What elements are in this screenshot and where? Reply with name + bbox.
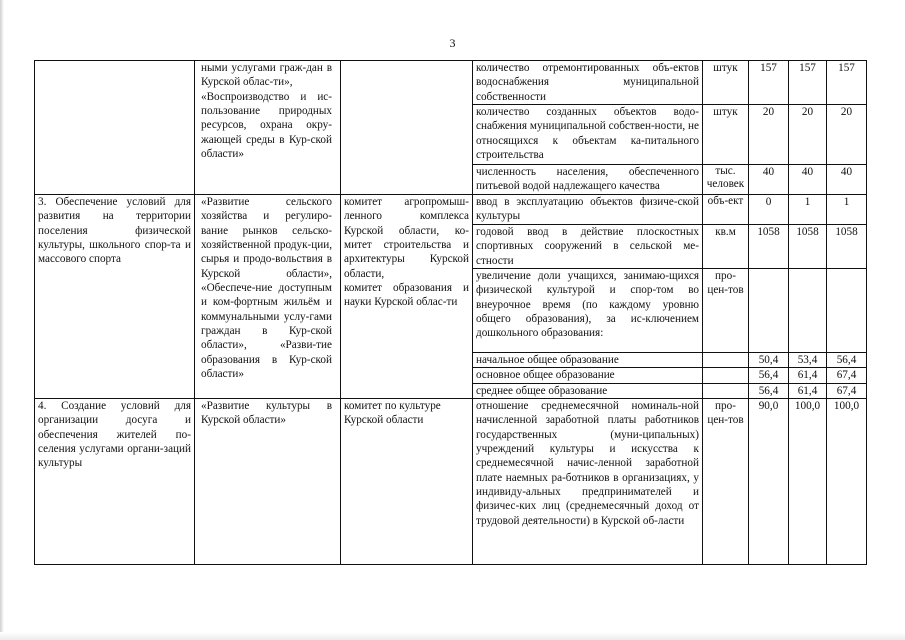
indicator-value: 67,4 [827,368,867,383]
program-table [34,60,867,565]
indicator-value: 40 [749,165,789,195]
indicator-value: 50,4 [749,353,789,368]
indicator-value: 90,0 [749,398,789,564]
indicator-value: 53,4 [789,353,827,368]
indicator-value: 1058 [789,225,827,269]
indicator-value: 157 [827,61,867,105]
indicator-value: 100,0 [789,398,827,564]
indicator-name: увеличение доли учащихся, занимаю-щихся физической культурой и спор-том во внеурочное время (по каждому уровню общего образования), за ис-ключением дошкольного образования: [473,269,703,353]
indicator-value: 56,4 [749,383,789,398]
program-cell: ными услугами граж-дан в Курской облас-ти», «Воспроизводство и ис-пользование природных ресурсов, охрана окру-жающей среды в Кур-ской области» [195,61,341,195]
indicator-unit: штук [703,61,749,105]
indicator-unit: про-цен-тов [703,269,749,353]
indicator-name: ввод в эксплуатацию объектов физиче-ской культуры [473,195,703,225]
table-row [35,195,867,225]
indicator-name: численность населения, обеспеченного питьевой водой надлежащего качества [473,165,703,195]
indicator-value: 20 [749,105,789,165]
indicator-value: 20 [789,105,827,165]
indicator-name: количество отремонтированных объ-ектов водоснабжения муниципальной собственности [473,61,703,105]
indicator-value: 67,4 [827,383,867,398]
indicator-value: 40 [789,165,827,195]
executor-cell: комитет по культуре Курской области [341,398,473,564]
indicator-name: основное общее образование [473,368,703,383]
indicator-value: 157 [789,61,827,105]
indicator-unit: про-цен-тов [703,398,749,564]
indicator-value: 100,0 [827,398,867,564]
indicator-name: отношение среднемесячной номиналь-ной начисленной заработной платы работников государственных (муни-ципальных) учреждений культуры и искусства к среднемесячной начис-ленной заработной плате наемных ра-ботников в организациях, у индивиду-альных предпринимателей и физичес-ких лиц (среднемесячный доход от трудовой деятельности) в Курской об-ласти [473,398,703,564]
indicator-unit: тыс. человек [703,165,749,195]
indicator-value: 1058 [749,225,789,269]
indicator-unit: объ-ект [703,195,749,225]
indicator-value [827,269,867,353]
indicator-value: 56,4 [749,368,789,383]
task-cell [35,61,195,195]
page-number: 3 [449,36,456,50]
indicator-value [789,269,827,353]
indicator-unit [703,368,749,383]
executor-cell [341,61,473,195]
program-cell: «Развитие сельского хозяйства и регулиро-вание рынков сельско-хозяйственной продук-ции, сырья и продо-вольствия в Курской области», «Обеспече-ние доступным и ком-фортным жильём и коммунальными услу-гами граждан в Кур-ской области», «Разви-тие образования в Кур-ской области» [195,195,341,399]
indicator-value: 40 [827,165,867,195]
indicator-value: 1058 [827,225,867,269]
table-row [35,61,867,105]
indicator-name: годовой ввод в действие плоскостных спортивных сооружений в сельской ме-стности [473,225,703,269]
indicator-value: 20 [827,105,867,165]
indicator-value: 157 [749,61,789,105]
indicator-value: 61,4 [789,383,827,398]
indicator-name: начальное общее образование [473,353,703,368]
indicator-unit: кв.м [703,225,749,269]
executor-cell: комитет агропромыш-ленного комплекса Курской области, ко-митет строительства и архитектуры Курской области, комитет образования и науки Курской облас-ти [341,195,473,399]
scan-edge-left [0,0,4,640]
scan-edge-bottom [0,632,905,640]
indicator-value [749,269,789,353]
indicator-unit [703,353,749,368]
indicator-value: 1 [827,195,867,225]
indicator-value: 61,4 [789,368,827,383]
indicator-name: среднее общее образование [473,383,703,398]
indicator-name: количество созданных объектов водо-снабжения муниципальной собствен-ности, не относящихся к объектам ка-питального строительства [473,105,703,165]
task-cell: 3. Обеспечение условий для развития на территории поселения физической культуры, школьного спор-та и массового спорта [35,195,195,399]
indicator-value: 56,4 [827,353,867,368]
indicator-value: 0 [749,195,789,225]
indicator-unit [703,383,749,398]
indicator-unit: штук [703,105,749,165]
task-cell: 4. Создание условий для организации досуга и обеспечения жителей по-селения услугами органи-заций культуры [35,398,195,564]
indicator-value: 1 [789,195,827,225]
table-row [35,398,867,564]
program-cell: «Развитие культуры в Курской области» [195,398,341,564]
